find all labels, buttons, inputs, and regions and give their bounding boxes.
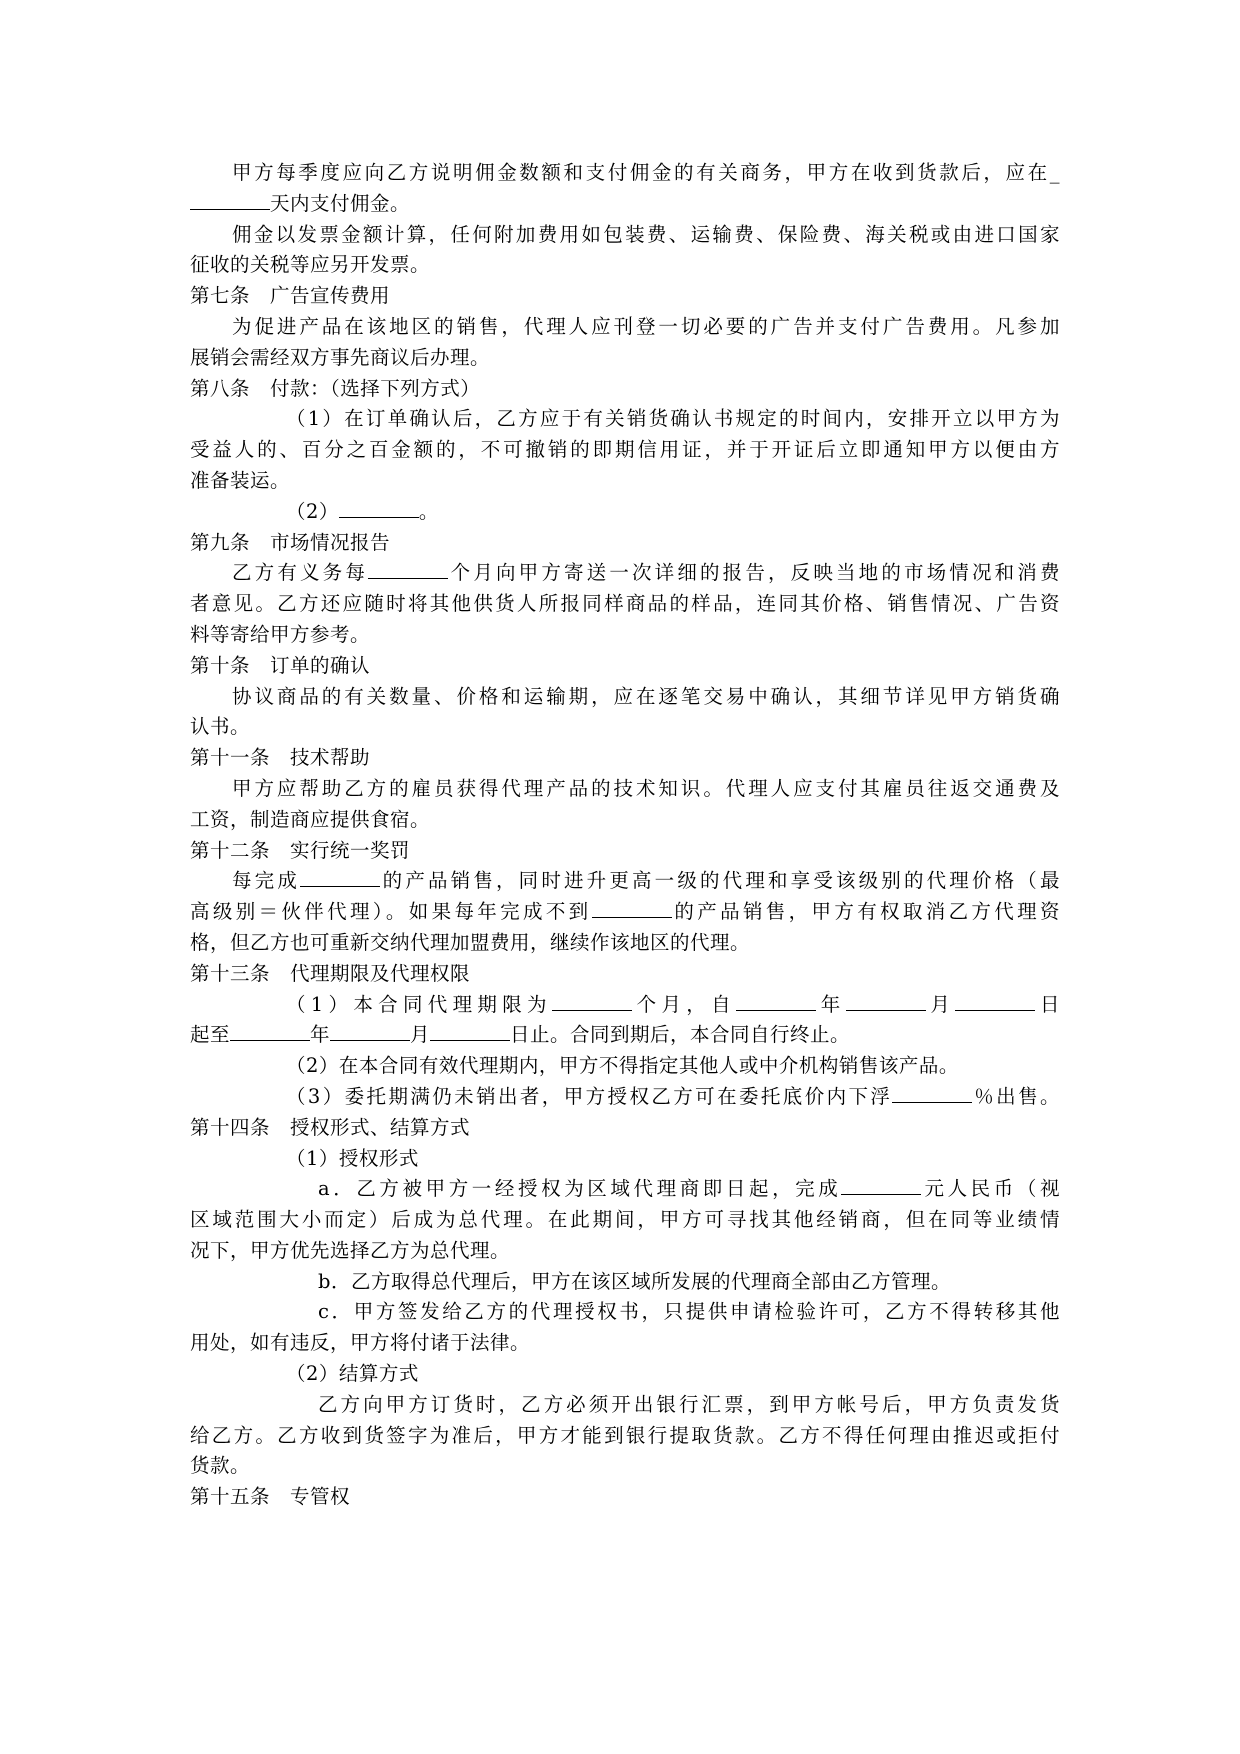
text-line [190, 1482, 1060, 1513]
line-text: 者意见。乙方还应随时将其他供货人所报同样商品的样品，连同其价格、销售情况、广告资 [190, 592, 1060, 616]
fill-in-blank [368, 560, 448, 580]
line-text: 日 [1035, 992, 1060, 1016]
text-line [190, 528, 1060, 559]
text-line [190, 189, 1060, 220]
line-text: 甲方应帮助乙方的雇员获得代理产品的技术知识。代理人应支付其雇员往返交通费及 [232, 776, 1060, 800]
text-line [190, 1328, 1060, 1359]
line-text: 受益人的、百分之百金额的，不可撤销的即期信用证，并于开证后立即通知甲方以便由方 [190, 438, 1060, 462]
line-text: 第十三条 代理期限及代理权限 [190, 961, 471, 985]
line-text: 年 [815, 992, 846, 1016]
line-text: 工资，制造商应提供食宿。 [190, 807, 431, 831]
text-line [190, 620, 1060, 651]
text-line [190, 1020, 1060, 1051]
text-line [190, 774, 1060, 805]
fill-in-blank [300, 868, 380, 888]
text-line [190, 836, 1060, 867]
text-line [190, 805, 1060, 836]
line-text: 第十二条 实行统一奖罚 [190, 838, 411, 862]
line-text: 日止。合同到期后，本合同自行终止。 [510, 1023, 851, 1047]
text-line [190, 651, 1060, 682]
text-line [190, 1082, 1060, 1113]
line-text: 个月，自 [631, 992, 736, 1016]
fill-in-blank [330, 1022, 410, 1042]
fill-in-blank [430, 1022, 510, 1042]
line-text: 第十五条 专管权 [190, 1485, 351, 1509]
fill-in-blank [552, 991, 632, 1011]
text-line [190, 1390, 1060, 1421]
text-line [190, 1421, 1060, 1452]
line-text: 第十条 订单的确认 [190, 653, 371, 677]
fill-in-blank [841, 1176, 921, 1196]
line-text: 准备装运。 [190, 468, 291, 492]
text-line [190, 1267, 1060, 1298]
line-text: （1）本合同代理期限为 [286, 992, 552, 1016]
fill-in-blank [339, 498, 419, 518]
line-text: 第八条 付款：（选择下列方式） [190, 376, 481, 400]
line-text: 甲方每季度应向乙方说明佣金数额和支付佣金的有关商务，甲方在收到货款后，应在_ [232, 161, 1060, 184]
fill-in-blank [592, 899, 672, 919]
fill-in-blank [230, 1022, 310, 1042]
fill-in-blank [846, 991, 926, 1011]
line-text: ％出售。 [972, 1084, 1060, 1108]
line-text: 个月向甲方寄送一次详细的报告，反映当地的市场情况和消费 [448, 561, 1060, 585]
line-text: （2）在本合同有效代理期内，甲方不得指定其他人或中介机构销售该产品。 [286, 1054, 959, 1078]
document-page [190, 158, 1060, 1513]
line-text: 乙方向甲方订货时，乙方必须开出银行汇票，到甲方帐号后，甲方负责发货 [318, 1392, 1060, 1416]
line-text: 料等寄给甲方参考。 [190, 622, 371, 646]
line-text: 乙方有义务每 [232, 561, 368, 585]
line-text: b．乙方取得总代理后，甲方在该区域所发展的代理商全部由乙方管理。 [318, 1269, 951, 1293]
line-text: c．甲方签发给乙方的代理授权书，只提供申请检验许可，乙方不得转移其他 [318, 1300, 1060, 1324]
fill-in-blank [955, 991, 1035, 1011]
text-line [190, 743, 1060, 774]
line-text: 的产品销售，同时进升更高一级的代理和享受该级别的代理价格（最 [380, 869, 1060, 893]
line-text: 格，但乙方也可重新交纳代理加盟费用，继续作该地区的代理。 [190, 930, 751, 954]
line-text: 第十四条 授权形式、结算方式 [190, 1115, 471, 1139]
text-line [190, 1205, 1060, 1236]
text-line [190, 1297, 1060, 1328]
text-line [190, 897, 1060, 928]
line-text: 第七条 广告宣传费用 [190, 284, 391, 308]
text-line [190, 990, 1060, 1021]
text-line [190, 220, 1060, 251]
text-line [190, 1144, 1060, 1175]
line-text: 佣金以发票金额计算，任何附加费用如包装费、运输费、保险费、海关税或由进口国家 [232, 222, 1060, 246]
line-text: （2） [286, 499, 339, 523]
line-text: 征收的关税等应另开发票。 [190, 253, 431, 277]
line-text: 的产品销售，甲方有权取消乙方代理资 [671, 900, 1060, 924]
line-text: （3）委托期满仍未销出者，甲方授权乙方可在委托底价内下浮 [286, 1084, 893, 1108]
line-text: 况下，甲方优先选择乙方为总代理。 [190, 1238, 511, 1262]
text-line [190, 374, 1060, 405]
line-text: 高级别＝伙伴代理）。如果每年完成不到 [190, 900, 592, 924]
text-line [190, 1113, 1060, 1144]
line-text: （1）授权形式 [286, 1146, 419, 1170]
text-line [190, 497, 1060, 528]
text-line [190, 1359, 1060, 1390]
text-line [190, 250, 1060, 281]
line-text: 每完成 [232, 869, 300, 893]
text-line [190, 1051, 1060, 1082]
text-line [190, 866, 1060, 897]
line-text: 天内支付佣金。 [270, 191, 411, 215]
text-line [190, 1451, 1060, 1482]
line-text: 给乙方。乙方收到货签字为准后，甲方才能到银行提取货款。乙方不得任何理由推迟或拒付 [190, 1423, 1060, 1447]
text-line [190, 589, 1060, 620]
text-line [190, 928, 1060, 959]
line-text: 协议商品的有关数量、价格和运输期，应在逐笔交易中确认，其细节详见甲方销货确 [232, 684, 1060, 708]
line-text: 。 [418, 499, 439, 523]
line-text: 展销会需经双方事先商议后办理。 [190, 345, 491, 369]
text-line [190, 712, 1060, 743]
line-text: 区域范围大小而定）后成为总代理。在此期间，甲方可寻找其他经销商，但在同等业绩情 [190, 1208, 1060, 1232]
line-text: a．乙方被甲方一经授权为区域代理商即日起，完成 [318, 1177, 842, 1201]
text-line [190, 558, 1060, 589]
text-line [190, 435, 1060, 466]
line-text: 用处，如有违反，甲方将付诸于法律。 [190, 1331, 531, 1355]
line-text: 认书。 [190, 715, 251, 739]
text-line [190, 158, 1060, 189]
text-line [190, 959, 1060, 990]
line-text: 货款。 [190, 1454, 251, 1478]
line-text: 起至 [190, 1023, 231, 1047]
line-text: 第九条 市场情况报告 [190, 530, 391, 554]
text-line [190, 1174, 1060, 1205]
line-text: 第十一条 技术帮助 [190, 746, 371, 770]
text-line [190, 404, 1060, 435]
line-text: 月 [925, 992, 956, 1016]
fill-in-blank [892, 1083, 972, 1103]
line-text: 月 [410, 1023, 431, 1047]
line-text: （2）结算方式 [286, 1362, 419, 1386]
text-line [190, 281, 1060, 312]
text-line [190, 312, 1060, 343]
text-line [190, 1236, 1060, 1267]
line-text: （1）在订单确认后，乙方应于有关销货确认书规定的时间内，安排开立以甲方为 [286, 407, 1060, 431]
line-text: 年 [310, 1023, 331, 1047]
fill-in-blank [736, 991, 816, 1011]
text-line [190, 466, 1060, 497]
text-line [190, 343, 1060, 374]
fill-in-blank [190, 190, 270, 210]
text-line [190, 682, 1060, 713]
line-text: 为促进产品在该地区的销售，代理人应刊登一切必要的广告并支付广告费用。凡参加 [232, 314, 1060, 338]
line-text: 元人民币（视 [921, 1177, 1060, 1201]
